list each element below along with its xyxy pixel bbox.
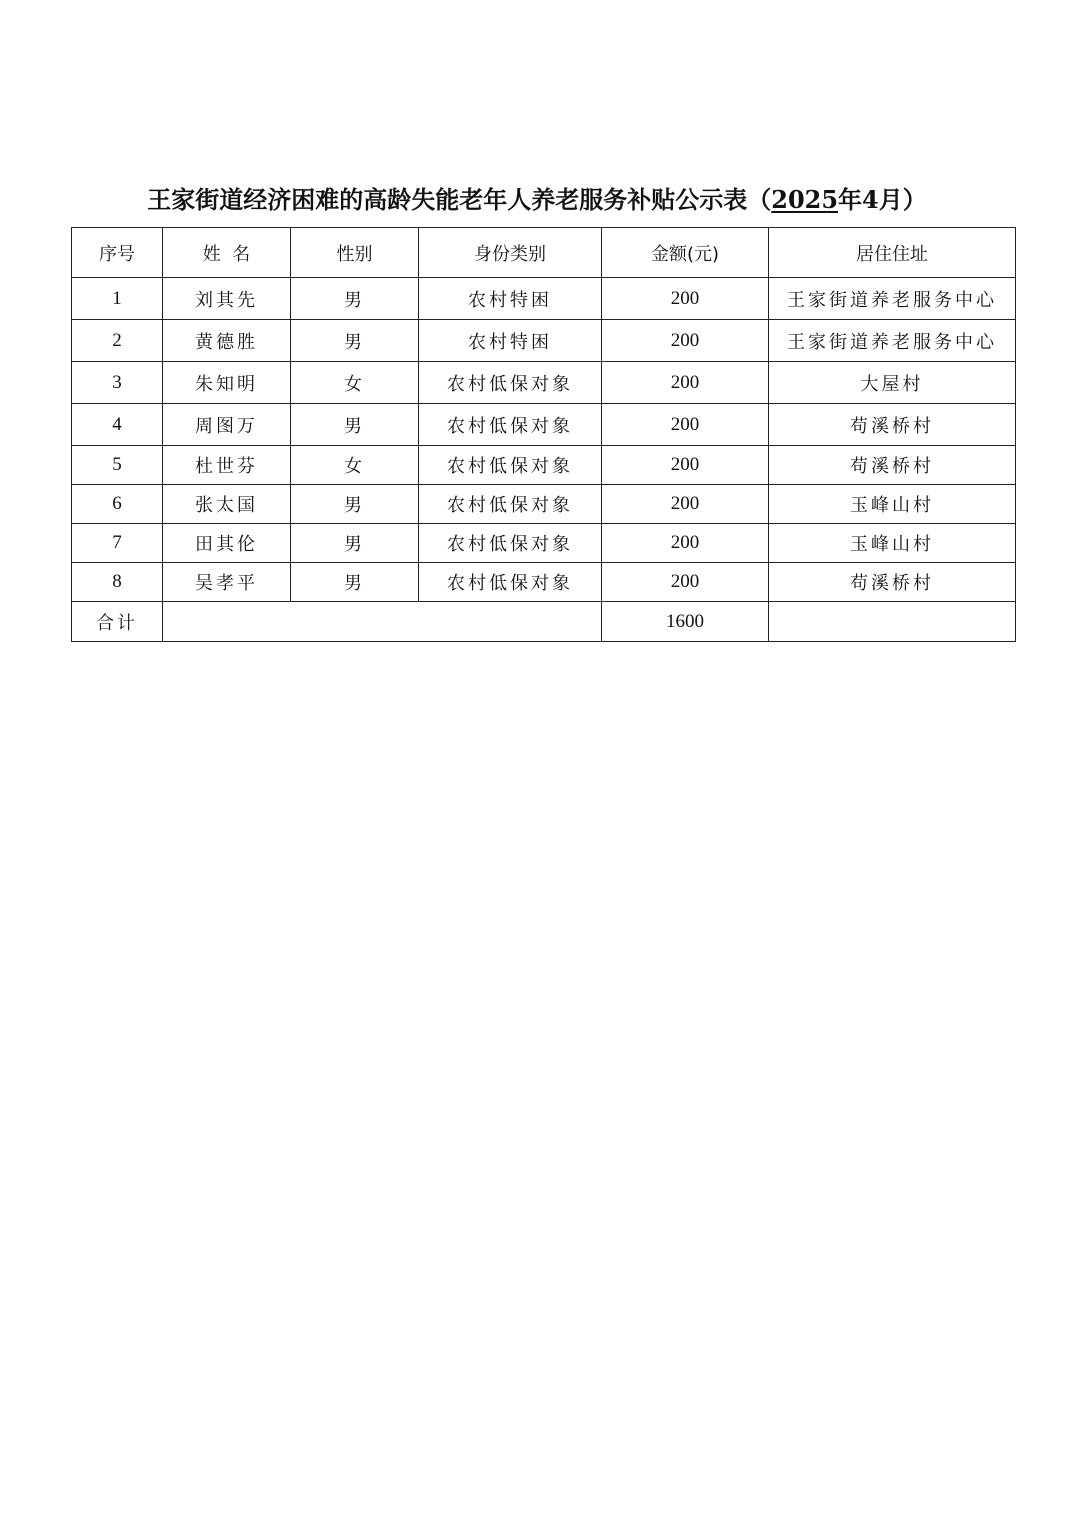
cell-address: 大屋村 xyxy=(769,362,1016,404)
total-empty-cell xyxy=(163,602,602,642)
header-category: 身份类别 xyxy=(419,228,602,278)
cell-amount: 200 xyxy=(602,563,769,602)
page-title xyxy=(0,182,1074,218)
cell-gender: 男 xyxy=(291,278,419,320)
table-row xyxy=(72,362,1016,404)
total-label: 合计 xyxy=(72,602,163,642)
title-suffix: 年4月） xyxy=(838,185,927,214)
cell-gender: 男 xyxy=(291,485,419,524)
cell-amount: 200 xyxy=(602,446,769,485)
title-prefix: 王家街道经济困难的高龄失能老年人养老服务补贴公示表（ xyxy=(147,185,772,214)
cell-category: 农村低保对象 xyxy=(419,485,602,524)
table-header-row xyxy=(72,228,1016,278)
cell-category: 农村低保对象 xyxy=(419,404,602,446)
table-row xyxy=(72,563,1016,602)
cell-amount: 200 xyxy=(602,485,769,524)
cell-address: 王家街道养老服务中心 xyxy=(769,278,1016,320)
cell-seq: 1 xyxy=(72,278,163,320)
cell-address: 玉峰山村 xyxy=(769,524,1016,563)
cell-category: 农村低保对象 xyxy=(419,524,602,563)
table-row xyxy=(72,404,1016,446)
header-amount: 金额(元) xyxy=(602,228,769,278)
cell-address: 王家街道养老服务中心 xyxy=(769,320,1016,362)
total-amount: 1600 xyxy=(602,602,769,642)
cell-amount: 200 xyxy=(602,320,769,362)
header-seq: 序号 xyxy=(72,228,163,278)
cell-amount: 200 xyxy=(602,278,769,320)
cell-address: 苟溪桥村 xyxy=(769,563,1016,602)
table-row xyxy=(72,524,1016,563)
table-row xyxy=(72,320,1016,362)
cell-gender: 男 xyxy=(291,524,419,563)
cell-name: 朱知明 xyxy=(163,362,291,404)
total-row xyxy=(72,602,1016,642)
table-row xyxy=(72,485,1016,524)
cell-name: 吴孝平 xyxy=(163,563,291,602)
cell-name: 周图万 xyxy=(163,404,291,446)
table-row xyxy=(72,446,1016,485)
cell-category: 农村低保对象 xyxy=(419,362,602,404)
cell-gender: 男 xyxy=(291,563,419,602)
cell-seq: 3 xyxy=(72,362,163,404)
cell-gender: 男 xyxy=(291,404,419,446)
cell-gender: 女 xyxy=(291,362,419,404)
cell-seq: 2 xyxy=(72,320,163,362)
total-address-empty xyxy=(769,602,1016,642)
header-address: 居住住址 xyxy=(769,228,1016,278)
cell-seq: 8 xyxy=(72,563,163,602)
header-gender: 性别 xyxy=(291,228,419,278)
cell-name: 田其伦 xyxy=(163,524,291,563)
cell-category: 农村特困 xyxy=(419,278,602,320)
header-name: 姓 名 xyxy=(163,228,291,278)
table-row xyxy=(72,278,1016,320)
cell-category: 农村低保对象 xyxy=(419,446,602,485)
cell-address: 苟溪桥村 xyxy=(769,404,1016,446)
cell-amount: 200 xyxy=(602,362,769,404)
subsidy-table xyxy=(71,227,1016,642)
cell-seq: 7 xyxy=(72,524,163,563)
cell-name: 黄德胜 xyxy=(163,320,291,362)
cell-category: 农村特困 xyxy=(419,320,602,362)
title-year: 2025 xyxy=(771,185,839,214)
cell-amount: 200 xyxy=(602,404,769,446)
cell-name: 杜世芬 xyxy=(163,446,291,485)
cell-gender: 男 xyxy=(291,320,419,362)
cell-name: 刘其先 xyxy=(163,278,291,320)
cell-seq: 6 xyxy=(72,485,163,524)
cell-name: 张太国 xyxy=(163,485,291,524)
cell-gender: 女 xyxy=(291,446,419,485)
cell-seq: 4 xyxy=(72,404,163,446)
cell-address: 苟溪桥村 xyxy=(769,446,1016,485)
cell-address: 玉峰山村 xyxy=(769,485,1016,524)
cell-seq: 5 xyxy=(72,446,163,485)
cell-amount: 200 xyxy=(602,524,769,563)
cell-category: 农村低保对象 xyxy=(419,563,602,602)
